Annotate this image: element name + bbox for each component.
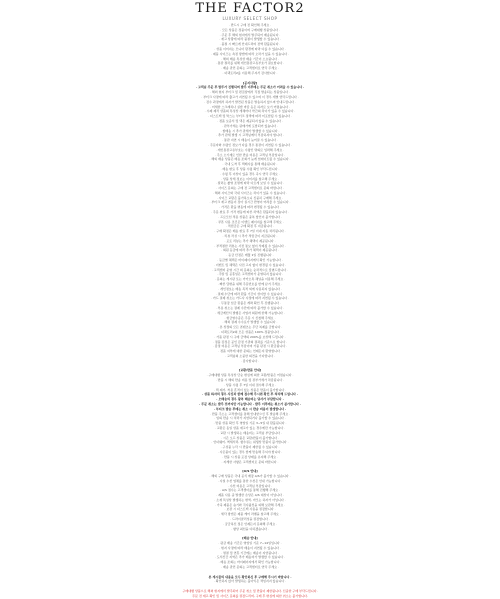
notice-line: · 명절 및 연휴 기간에는 배송이 지연됩니다 · bbox=[221, 550, 279, 555]
notice-line: · 드라이클리닝을 권장합니다 · bbox=[230, 517, 270, 522]
notice-line: · 제품 사이즈는 측정 방법에 따라 오차가 있을 수 있습니다 · bbox=[210, 51, 290, 56]
notice-line: 주문 전 재고 확인 및 사이즈 문의를 권장드리며, 구매 후 변심에 의한 취소는 불가합니다. bbox=[192, 593, 308, 598]
notice-line: · 반품 시 상품 포장 상태를 유지해 주세요 · bbox=[222, 454, 278, 459]
notice-line: · 국내 도착 후 택배사를 통해 배송됩니다 · bbox=[222, 162, 278, 167]
notice-line: · 세탁 방법은 제품 케어 라벨을 참고해 주세요 · bbox=[219, 512, 281, 517]
notice-line: · 관부가세는 판매가에 포함되어 있습니다 · bbox=[222, 123, 278, 128]
notice-line: · 주말 및 공휴일은 고객센터가 운영되지 않습니다 · bbox=[216, 272, 284, 277]
notice-line: · 주문 후 해외 현지에서 발주되어 배송됩니다 · bbox=[219, 32, 281, 37]
section-heading: [교환/반품 안내] bbox=[238, 368, 262, 373]
notice-line: · 교환은 동일 상품 재고가 있는 경우에만 가능합니다 · bbox=[214, 425, 286, 430]
notice-line: · 감사합니다 · bbox=[240, 358, 260, 363]
notice-line: · 이벤트 및 혜택은 사전 고지 없이 변경될 수 있습니다 · bbox=[213, 262, 287, 267]
notice-line: 본 게시물의 내용을 모두 확인하신 후 구매해 주시기 바랍니다 · bbox=[208, 574, 292, 579]
notice-line: · 가품 판정 시 구매 금액의 200%를 보상해 드립니다 · bbox=[214, 334, 286, 339]
notice-line: · 부티크 재고 변동이 잦아 실시간 반영이 어려울 수 있습니다 · bbox=[209, 200, 291, 205]
notice-line: · 결제 수단에 따라 환불 기간이 상이할 수 있습니다 · bbox=[215, 291, 285, 296]
notice-line: · 감정 비용은 고객님 부담이며 가품 판정 시 환급됩니다 · bbox=[212, 344, 288, 349]
notice-line: · 배송 관련 문의는 고객센터로 연락 주세요 · bbox=[221, 66, 279, 71]
notice-line: · 보관 시 더스트백 사용을 권장합니다 · bbox=[224, 507, 276, 512]
notice-line: · 해외 배송 특성상 배송 기간이 소요됩니다 · bbox=[221, 56, 279, 61]
notice-line: · 개인통관고유부호는 수령인 명의로 입력해 주세요 · bbox=[215, 147, 285, 152]
notice-line: · 부티크 사정에 따라 출고가 지연될 수 있으며 이 경우 개별 연락드립니다 · bbox=[201, 94, 299, 99]
notice-line: · 세금계산서 발행은 사업자 회원에 한해 가능합니다 · bbox=[215, 310, 285, 315]
brand-logo: THE FACTOR2 bbox=[195, 1, 305, 16]
notice-line: · 부적절한 리뷰는 사전 통보 없이 삭제될 수 있습니다 · bbox=[214, 243, 286, 248]
notice-line: · 정품 감정은 공인 감정 기관의 결과를 기준으로 합니다 · bbox=[212, 339, 288, 344]
notice-line: · 빠른 답변을 위해 주문번호를 함께 남겨 주세요 · bbox=[217, 282, 283, 287]
notice-line: · 문의는 게시판 또는 카카오톡 채널을 이용해 주세요 · bbox=[214, 277, 286, 282]
notice-line: 구매대행 상품으로 해외 현지에서 발주되어 주문 취소 및 반품이 제한됩니다. 신중한 구매 부탁드립니다. bbox=[182, 589, 318, 594]
notice-line: · 해외 사이즈와 국내 사이즈는 차이가 있을 수 있습니다 · bbox=[212, 190, 288, 195]
notice-line: · 구매대행 상품 특성상 단순 변심에 의한 교환/반품은 어렵습니다 · bbox=[206, 373, 294, 378]
notice-line: · 더스트백 및 박스는 부티크 정책에 따라 미포함될 수 있습니다 · bbox=[208, 114, 292, 119]
notice-line: · 프로모션 적용 상품은 중복 할인이 불가합니다 · bbox=[218, 214, 282, 219]
notice-body bbox=[0, 23, 500, 599]
notice-line: · 사이즈 교환은 불가하오니 신중히 구매해 주세요 · bbox=[216, 195, 284, 200]
notice-line: · 부티크 발송 후에는 취소 시 반송 비용이 발생합니다 · bbox=[213, 406, 287, 411]
notice-line: · 배송 완료 후 상품 수령 확인 부탁드립니다 · bbox=[220, 166, 280, 171]
notice-line: · 반품 시 해외 반송 비용 및 관부가세가 차감됩니다 · bbox=[215, 377, 285, 382]
notice-line: · 주문 취소는 발주 전까지만 가능합니다 · 발주 이후에는 취소가 불가합니다 · bbox=[199, 401, 301, 406]
notice-line: · 교환 시 발생하는 배송비는 고객님 부담입니다 · bbox=[218, 430, 282, 435]
notice-line: · 적립금은 구매 확정 후 지급됩니다 · bbox=[225, 224, 275, 229]
notice-line: · 가격은 환율 변동에 따라 변경될 수 있습니다 · bbox=[219, 205, 281, 210]
notice-line: · 제품 사용 중 발생한 손상은 A/S 대상이 아닙니다 · bbox=[216, 493, 284, 498]
notice-line: · 등급 산정은 매월 1일 진행됩니다 · bbox=[226, 253, 274, 258]
notice-line: · 주소 오기재로 인한 반송 비용은 고객님 부담입니다 · bbox=[214, 152, 286, 157]
notice-line: · 무통장 입금 환불은 계좌 확인 후 진행됩니다 · bbox=[219, 301, 281, 306]
notice-line: · 사은품이 있는 경우 함께 반송해 주셔야 합니다 · bbox=[217, 449, 283, 454]
notice-line: · 택 제거, 착용 흔적이 있는 상품은 반품이 불가합니다 · bbox=[213, 387, 287, 392]
notice-line: · 개인정보는 배송 목적 외에 사용되지 않습니다 · bbox=[218, 286, 282, 291]
notice-line: · 상품 상세 정보는 이미지를 참고해 주세요 · bbox=[221, 176, 279, 181]
notice-line: · 도서산간 지역은 추가 배송비가 발생할 수 있습니다 · bbox=[214, 555, 286, 560]
notice-line: · 포토 리뷰는 추가 혜택이 제공됩니다 · bbox=[224, 238, 276, 243]
notice-line: · 구매 확정은 배송 완료 후 7일 이내 자동 처리됩니다 · bbox=[214, 229, 286, 234]
section-heading: [A/S 안내] bbox=[242, 469, 258, 474]
notice-line: · 현지 사정에 따라 배송이 지연될 수 있습니다 · bbox=[219, 545, 281, 550]
section-heading: [공지사항] bbox=[242, 80, 258, 85]
notice-line: · 재고 상황에 따라 품절이 발생할 수 있습니다 · bbox=[219, 37, 281, 42]
notice-line: · 통관 절차를 위해 개인통관고유부호가 필요합니다 · bbox=[215, 61, 285, 66]
notice-line: · 상품 하자의 경우 사진과 함께 접수해 주시면 확인 후 처리해 드립니다 · bbox=[202, 392, 298, 397]
notice-line: · 궁금하신 점은 언제든지 문의해 주세요 · bbox=[223, 521, 277, 526]
notice-line: · 구성품 누락 시 반품이 제한될 수 있습니다 · bbox=[220, 445, 280, 450]
notice-line: · 임의 반송 시 처리가 지연되거나 불가할 수 있습니다 · bbox=[214, 416, 286, 421]
notice-line: · 고객님 주문 후 발주가 진행되며 발주 이후에는 주문 취소가 어려울 수 있습니다 · bbox=[195, 85, 305, 90]
notice-line: · 수선 비용은 고객님 부담입니다 · bbox=[227, 483, 273, 488]
notice-line: · 등급별 혜택은 마이페이지에서 확인 가능합니다 · bbox=[217, 258, 283, 263]
notice-line: · 정품 보증서 및 택은 제공되지 않을 수 있습니다 · bbox=[217, 118, 283, 123]
section-heading: [배송 안내] bbox=[242, 536, 258, 541]
notice-line: · 품절 시 빠르게 안내드리며 전액 환불됩니다 · bbox=[219, 42, 281, 47]
notice-line: · 더팩토리2의 모든 상품은 100% 정품입니다 · bbox=[219, 330, 281, 334]
notice-line: · 현금영수증은 주문 시 신청해 주세요 · bbox=[224, 315, 276, 320]
notice-line: · 리뷰 작성 시 추가 적립금이 지급됩니다 · bbox=[222, 234, 278, 239]
notice-line: · 쿠폰 사용 조건은 이벤트 페이지를 참고해 주세요 · bbox=[216, 219, 284, 224]
notice-line: · 배송 조회는 마이페이지에서 확인 가능합니다 · bbox=[218, 560, 282, 565]
notice-line: · 상품 이미지는 모니터 환경에 따라 다를 수 있습니다 · bbox=[214, 46, 286, 51]
notice-line: · 반품 주소는 고객센터를 통해 안내받으신 후 발송해 주세요 · bbox=[209, 411, 291, 416]
notice-line: · 주문 완료 후 가격 변동에 따른 차액은 환불되지 않습니다 · bbox=[210, 210, 290, 215]
notice-line: · 정품 여부에 대한 문의는 언제든지 환영합니다 · bbox=[218, 349, 282, 354]
notice-line: · 반품 상품 확인 후 영업일 기준 3~5일 내 환불됩니다 · bbox=[213, 421, 287, 426]
notice-line: · 추가 관세 발생 시 고객님께서 부담하셔야 합니다 · bbox=[216, 133, 284, 138]
notice-line: · 더팩토리2를 이용해 주셔서 감사합니다 · bbox=[222, 70, 278, 75]
notice-line: · 자세한 사항은 고객센터로 문의 바랍니다 · bbox=[221, 459, 279, 464]
notice-line: · 오배송의 경우 왕복 배송비는 당사가 부담합니다 · bbox=[216, 397, 284, 402]
notice-line: · 해외 결제 수수료가 발생할 수 있습니다 · bbox=[222, 320, 278, 325]
notice-line: · 본 상점의 모든 콘텐츠는 무단 복제를 금합니다 · bbox=[217, 325, 283, 330]
notice-line: · 미세한 스크래치나 실밥 마감 등은 하자로 보기 어렵습니다 · bbox=[209, 104, 291, 109]
notice-line: · 상품 수령 후 7일 이내 접수해 주세요 · bbox=[223, 382, 277, 387]
notice-line: · 확인하지 않아 발생하는 불이익은 책임지지 않습니다 · bbox=[213, 579, 287, 584]
notice-line: · 해외 구매 상품은 국내 공식 매장 A/S가 불가할 수 있습니다 · bbox=[209, 473, 291, 478]
notice-line: · 수령 후 이상이 있을 경우 즉시 연락 주세요 · bbox=[220, 171, 280, 176]
notice-line: · 고객센터 운영 시간 외 문의는 순차적으로 답변드립니다 · bbox=[211, 267, 289, 272]
notice-line: · 사이즈 문의는 구매 전 고객센터로 문의 바랍니다 · bbox=[216, 186, 284, 191]
notice-line: · 합배송 시 추가 관세가 발생할 수 있습니다 · bbox=[220, 128, 280, 133]
notice-line: · 사설 수선 업체를 통한 수선은 안내 가능합니다 · bbox=[217, 478, 283, 483]
notice-line: · 컬러는 촬영 조명에 따라 다르게 보일 수 있습니다 · bbox=[215, 181, 285, 186]
notice-line: · 모든 상품은 정품이며 구매대행 상품입니다 · bbox=[220, 27, 280, 32]
notice-line: · 통관 지연 시 배송이 늦어질 수 있습니다 · bbox=[222, 138, 278, 143]
brand-tagline: LUXURY SELECT SHOP bbox=[222, 16, 278, 21]
notice-line: · 반드시 구매 전 확인해 주세요 · bbox=[228, 23, 272, 27]
notice-line: · 검수 과정에서 하자가 발견된 상품은 발송하지 않으며 안내드립니다 · bbox=[204, 99, 296, 104]
notice-line: · 시즌 오프 상품은 교환/반품이 불가합니다 · bbox=[221, 435, 279, 440]
notice-line: · A/S 접수는 고객센터를 통해 진행해 주세요 · bbox=[220, 488, 280, 493]
notice-line: · 수제 제작 상품의 특성상 개체마다 약간의 차이가 있을 수 있습니다 · bbox=[204, 109, 296, 114]
notice-line: · 언더웨어, 액세서리, 향수류는 위생상 반품이 불가합니다 · bbox=[211, 440, 289, 445]
notice-line: · 고객님의 소중한 의견을 기다립니다 · bbox=[224, 353, 276, 358]
notice-line: · 주문자와 수령인 정보가 다를 경우 통관이 지연될 수 있습니다 · bbox=[208, 142, 292, 147]
notice-line: · 해외 현지 부티크 및 편집샵에서 직접 발송되는 상품입니다 · bbox=[209, 90, 291, 95]
notice-line: · 부분 취소는 결제 수단에 따라 불가할 수 있습니다 · bbox=[215, 306, 285, 311]
notice-line: · 회원 등급에 따라 추가 혜택이 제공됩니다 · bbox=[221, 248, 279, 253]
notice-line: · 가죽 제품은 습기와 직사광선을 피해 보관해 주세요 · bbox=[214, 502, 286, 507]
notice-line: · 배송 관련 문의는 고객센터로 연락 주세요 · bbox=[221, 565, 279, 570]
notice-line: · 항상 최선을 다하겠습니다 · bbox=[231, 526, 269, 531]
notice-line: · 소재 특성상 발생하는 변색, 마모는 하자가 아닙니다 · bbox=[214, 497, 286, 502]
notice-line: · 해외 배송 상품은 배송 조회가 늦게 업데이트될 수 있습니다 · bbox=[209, 157, 291, 162]
notice-line: · 평균 배송 기간은 영업일 기준 7~14일입니다 · bbox=[218, 541, 282, 546]
notice-line: · 카드 결제 취소는 카드사 사정에 따라 지연될 수 있습니다 · bbox=[210, 296, 290, 301]
